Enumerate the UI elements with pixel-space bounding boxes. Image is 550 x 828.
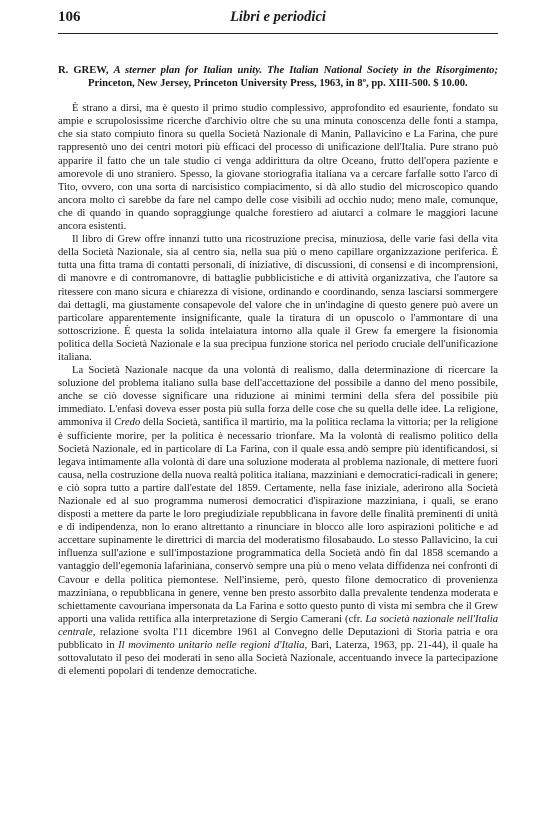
paragraph-3-part-a: La Società Nazionale nacque da una volontà di realismo, dalla determinazione di ricercare la soluzione del problema italiano sulla base dell'accettazione del possibile a danno del meno possibile, anche se ciò dovesse significare una riduzione ai minimi termini della sfera del possibile più immediato. L'enfasi doveva esser posta più sulla forza delle cose che su quella delle idee. La religione, ammoniva il: [58, 365, 498, 429]
paragraph-3-part-c: , relazione svolta l'11 dicembre 1961 al Convegno delle Deputazioni di Storia patria e ora pubblicato in: [58, 626, 498, 652]
book-citation: [58, 64, 498, 90]
paragraph-2: Il libro di Grew offre innanzi tutto una ricostruzione precisa, minuziosa, delle varie fasi della vita della Società Nazionale, sia al centro sia, nella sua più o meno capillare organizzazione periferica. È tutta una fitta trama di contatti personali, di iniziative, di discussioni, di consensi e di incomprensioni, di manovre e di contromanovre, di battaglie pubblicistiche e di attività organizzativa, che l'autore sa ritessere con mano sicura e chiarezza di visione, ordinando e coordinando, senza lasciarsi sommergere dai dettagli, ma giustamente consapevole del valore che in un'indagine di questo genere può avere un particolare apparentemente insignificante, quale la tiratura di un opuscolo o l'ammontare di una sottoscrizione. È questa la solida intelaiatura intorno alla quale il Grew fa emergere la fisionomia politica della Società Nazionale e la sua precipua funzione storica nel periodo cruciale dell'unificazione italiana.: [58, 234, 498, 363]
running-head: Libri e periodici: [230, 9, 326, 25]
paragraph-3-part-b: della Società, santifica il martirio, ma la politica reclama la vittoria; per la religione è sufficiente morire, per la politica è necessario trionfare. Ma la volontà di realismo politico della Società Nazionale, ed in particolare di La Farina, con il quale essa andò sempre più identificandosi, si legava intimamente alla volontà di dare una soluzione moderata al problema nazionale, di mettere fuori causa, nella costruzione della nuova realtà politica italiana, mazziniani e democratici-radicali in genere; e ciò sopra tutto a partire dall'estate del 1859. Certamente, nella fase iniziale, aderirono alla Società Nazionale ed al suo programma numerosi democratici d'ispirazione mazziniana, i quali, se erano disposti a mettere da parte le loro pregiudiziale repubblicana in favore delle finalità preminenti di unità e di indipendenza, non lo erano altrettanto a rinunciare in blocco alle loro aspirazioni politiche e ad accettare supinamente le direttrici di marcia del moderatismo filosabaudo. Lo stesso Pallavicino, la cui influenza sull'azione e sull'impostazione programmatica della Società andò fin dal 1858 scemando a vantaggio dell'egemonia lafariniana, conservò sempre una più o meno velata diffidenza nei confronti di Cavour e della politica piemontese. Nell'insieme, però, questo filone democratico di provenienza mazziniana, o repubblicana in genere, venne ben presto assorbito dalla prevalente tendenza moderata e schiettamente cavouriana impersonata da La Farina e sotto questo punto di vista mi sembra che il Grew apporti una valida rettifica alla interpretazione di Sergio Camerani (cfr.: [58, 417, 498, 625]
citation-author: R. GREW,: [58, 65, 114, 76]
paragraph-3-part-d: , Bari, Laterza, 1963, pp. 21-44), il quale ha sottovalutato il peso dei moderati in seno alla Società Nazionale, accentuando invece la partecipazione di elementi popolari di tendenze democratiche.: [58, 640, 498, 678]
page-header: [58, 9, 498, 31]
reference-title-1: La società nazionale nell'Italia centrale: [58, 613, 498, 638]
reference-title-2: Il movimento unitario nelle regioni d'Italia: [118, 640, 305, 652]
credo-title: Credo: [114, 417, 141, 429]
review-body: [58, 64, 498, 678]
paragraph-1: È strano a dirsi, ma è questo il primo studio complessivo, approfondito ed esauriente, fondato su ampie e scrupolosissime ricerche d'archivio oltre che su una minuta conoscenza delle fonti a stampa, che sia stato compiuto finora su quella Società Nazionale di Manin, Pallavicino e La Farina, che pure rappresentò uno dei centri motori più efficaci del processo di unificazione dell'Italia. Pure strano può apparire il fatto che un tale studio ci venga addirittura da oltre Oceano, frutto dell'opera paziente e amorevole di uno straniero. Spesso, la giovane storiografia italiana va a cercare farfalle sotto l'arco di Tito, ovvero, con una sorta di narcisistico compiacimento, si dà allo studio del microscopico quando ancora molto ci sarebbe da fare nel campo delle cose visibili ad occhio nudo; meno male, comunque, che di quando in quando sopraggiunge qualche forestiero ad aiutarci a colmare le maggiori lacune ancora esistenti.: [58, 103, 498, 233]
citation-publication: Princeton, New Jersey, Princeton University Press, 1963, in 8º, pp. XIII-500. $ 10.00.: [88, 78, 468, 90]
page-number: 106: [58, 9, 81, 25]
header-rule: [58, 33, 498, 34]
citation-title: A sterner plan for Italian unity. The Italian National Society in the Risorgimento;: [113, 65, 498, 76]
paragraph-3: [58, 364, 498, 678]
